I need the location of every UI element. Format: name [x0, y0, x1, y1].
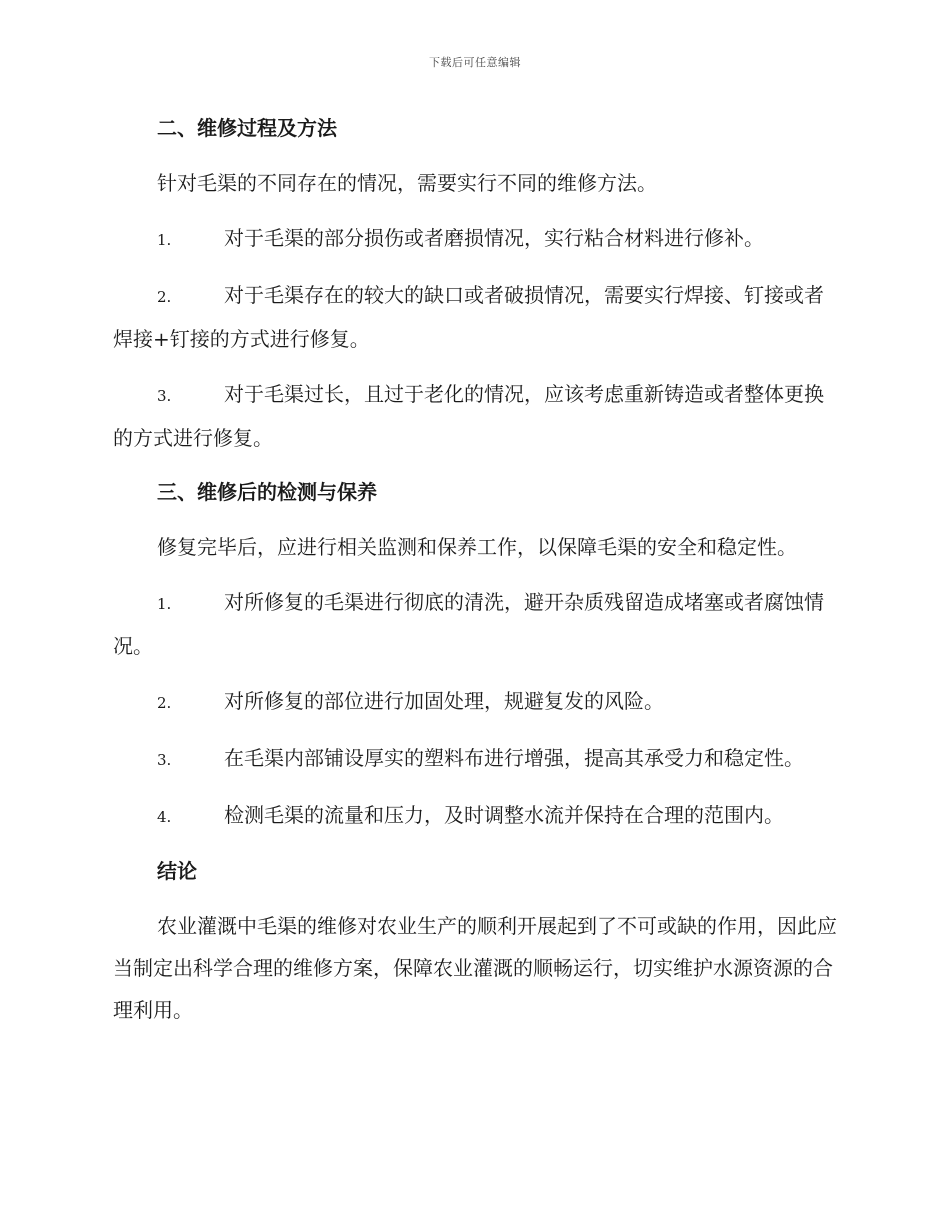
list-item-number: 3. [157, 387, 172, 405]
list-item [113, 373, 838, 459]
list-item [113, 274, 838, 360]
conclusion-text: 农业灌溉中毛渠的维修对农业生产的顺利开展起到了不可或缺的作用，因此应当制定出科学合理的维修方案，保障农业灌溉的顺畅运行，切实维护水源资源的合理利用。 [113, 914, 837, 1022]
list-item-number: 2. [157, 694, 172, 712]
section-3-intro: 修复完毕后，应进行相关监测和保养工作，以保障毛渠的安全和稳定性。 [157, 535, 797, 559]
list-item-text: 对所修复的部位进行加固处理，规避复发的风险。 [224, 689, 664, 713]
section-2-title: 二、维修过程及方法 [157, 116, 337, 140]
list-item-text: 在毛渠内部铺设厚实的塑料布进行增强，提高其承受力和稳定性。 [224, 746, 804, 770]
list-item-number: 2. [157, 288, 172, 306]
list-item-text: 对于毛渠存在的较大的缺口或者破损情况，需要实行焊接、钉接或者焊接+钉接的方式进行修复。 [113, 283, 824, 351]
list-item [113, 680, 838, 724]
list-item [113, 217, 838, 261]
section-2-intro: 针对毛渠的不同存在的情况，需要实行不同的维修方法。 [157, 171, 657, 195]
list-item-text: 检测毛渠的流量和压力，及时调整水流并保持在合理的范围内。 [224, 803, 784, 827]
list-item [113, 581, 838, 667]
page-header: 下载后可任意编辑 [429, 56, 521, 69]
list-item [113, 794, 838, 838]
list-item [113, 737, 838, 781]
list-item-number: 1. [157, 231, 172, 249]
list-item-text: 对于毛渠的部分损伤或者磨损情况，实行粘合材料进行修补。 [224, 226, 764, 250]
conclusion-title: 结论 [157, 859, 197, 883]
section-3-title: 三、维修后的检测与保养 [157, 480, 377, 504]
list-item-text: 对于毛渠过长，且过于老化的情况，应该考虑重新铸造或者整体更换的方式进行修复。 [113, 382, 824, 450]
document-body [113, 108, 838, 1044]
list-item-number: 4. [157, 808, 172, 826]
list-item-number: 3. [157, 751, 172, 769]
list-item-number: 1. [157, 595, 172, 613]
list-item-text: 对所修复的毛渠进行彻底的清洗，避开杂质残留造成堵塞或者腐蚀情况。 [113, 590, 824, 658]
